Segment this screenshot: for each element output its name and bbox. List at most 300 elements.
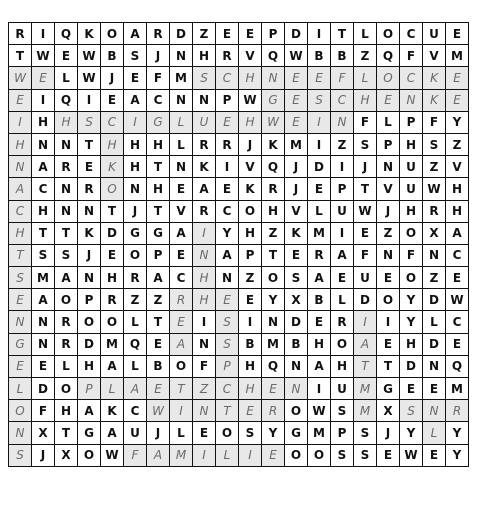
letter-cell[interactable]: B bbox=[101, 45, 124, 67]
letter-cell[interactable]: E bbox=[285, 244, 308, 266]
letter-cell[interactable]: V bbox=[239, 156, 262, 178]
letter-cell[interactable]: T bbox=[9, 45, 32, 67]
letter-cell[interactable]: G bbox=[262, 89, 285, 111]
letter-cell[interactable]: E bbox=[285, 89, 308, 111]
letter-cell[interactable]: Y bbox=[446, 111, 469, 133]
letter-cell[interactable]: H bbox=[239, 222, 262, 244]
letter-cell[interactable]: L bbox=[423, 422, 446, 444]
letter-cell[interactable]: H bbox=[331, 355, 354, 377]
letter-cell[interactable]: H bbox=[9, 222, 32, 244]
letter-cell[interactable]: M bbox=[446, 378, 469, 400]
letter-cell[interactable]: T bbox=[262, 244, 285, 266]
letter-cell[interactable]: A bbox=[354, 333, 377, 355]
letter-cell[interactable]: G bbox=[147, 222, 170, 244]
letter-cell[interactable]: O bbox=[331, 333, 354, 355]
letter-cell[interactable]: E bbox=[216, 23, 239, 45]
letter-cell[interactable]: U bbox=[331, 200, 354, 222]
letter-cell[interactable]: E bbox=[170, 244, 193, 266]
letter-cell[interactable]: N bbox=[377, 244, 400, 266]
letter-cell[interactable]: E bbox=[446, 333, 469, 355]
letter-cell[interactable]: B bbox=[331, 45, 354, 67]
letter-cell[interactable]: I bbox=[239, 311, 262, 333]
letter-cell[interactable]: E bbox=[32, 355, 55, 377]
letter-cell[interactable]: L bbox=[170, 133, 193, 155]
letter-cell[interactable]: N bbox=[55, 200, 78, 222]
letter-cell[interactable]: F bbox=[400, 244, 423, 266]
letter-cell[interactable]: J bbox=[32, 444, 55, 466]
letter-cell[interactable]: X bbox=[285, 289, 308, 311]
letter-cell[interactable]: P bbox=[239, 244, 262, 266]
letter-cell[interactable]: I bbox=[308, 23, 331, 45]
letter-cell[interactable]: B bbox=[308, 289, 331, 311]
letter-cell[interactable]: L bbox=[423, 311, 446, 333]
letter-cell[interactable]: T bbox=[78, 133, 101, 155]
letter-cell[interactable]: C bbox=[446, 311, 469, 333]
letter-cell[interactable]: H bbox=[308, 333, 331, 355]
letter-cell[interactable]: M bbox=[170, 444, 193, 466]
letter-cell[interactable]: H bbox=[354, 89, 377, 111]
letter-cell[interactable]: N bbox=[170, 45, 193, 67]
letter-cell[interactable]: T bbox=[147, 156, 170, 178]
letter-cell[interactable]: R bbox=[216, 133, 239, 155]
letter-cell[interactable]: J bbox=[285, 178, 308, 200]
letter-cell[interactable]: E bbox=[308, 178, 331, 200]
letter-cell[interactable]: Y bbox=[400, 311, 423, 333]
letter-cell[interactable]: H bbox=[9, 133, 32, 155]
letter-cell[interactable]: K bbox=[423, 89, 446, 111]
letter-cell[interactable]: I bbox=[377, 311, 400, 333]
letter-cell[interactable]: R bbox=[262, 400, 285, 422]
letter-cell[interactable]: H bbox=[400, 133, 423, 155]
letter-cell[interactable]: R bbox=[147, 23, 170, 45]
letter-cell[interactable]: R bbox=[193, 133, 216, 155]
letter-cell[interactable]: T bbox=[55, 222, 78, 244]
letter-cell[interactable]: Q bbox=[262, 45, 285, 67]
letter-cell[interactable]: G bbox=[377, 378, 400, 400]
letter-cell[interactable]: V bbox=[170, 200, 193, 222]
letter-cell[interactable]: J bbox=[285, 156, 308, 178]
letter-cell[interactable]: N bbox=[55, 133, 78, 155]
letter-cell[interactable]: W bbox=[9, 67, 32, 89]
letter-cell[interactable]: Q bbox=[124, 333, 147, 355]
letter-cell[interactable]: A bbox=[308, 355, 331, 377]
letter-cell[interactable]: V bbox=[446, 156, 469, 178]
letter-cell[interactable]: H bbox=[446, 200, 469, 222]
letter-cell[interactable]: T bbox=[9, 244, 32, 266]
letter-cell[interactable]: J bbox=[354, 156, 377, 178]
letter-cell[interactable]: H bbox=[193, 289, 216, 311]
letter-cell[interactable]: I bbox=[354, 311, 377, 333]
letter-cell[interactable]: T bbox=[216, 400, 239, 422]
letter-cell[interactable]: H bbox=[239, 111, 262, 133]
letter-cell[interactable]: J bbox=[147, 45, 170, 67]
letter-cell[interactable]: I bbox=[308, 378, 331, 400]
letter-cell[interactable]: N bbox=[216, 267, 239, 289]
letter-cell[interactable]: W bbox=[400, 444, 423, 466]
letter-cell[interactable]: O bbox=[101, 23, 124, 45]
letter-cell[interactable]: O bbox=[170, 355, 193, 377]
letter-cell[interactable]: Y bbox=[262, 289, 285, 311]
letter-cell[interactable]: E bbox=[354, 222, 377, 244]
letter-cell[interactable]: H bbox=[124, 156, 147, 178]
letter-cell[interactable]: W bbox=[147, 400, 170, 422]
letter-cell[interactable]: C bbox=[400, 23, 423, 45]
letter-cell[interactable]: Q bbox=[377, 45, 400, 67]
letter-cell[interactable]: Y bbox=[216, 222, 239, 244]
letter-cell[interactable]: N bbox=[78, 200, 101, 222]
letter-cell[interactable]: E bbox=[377, 333, 400, 355]
letter-cell[interactable]: Z bbox=[147, 289, 170, 311]
letter-cell[interactable]: P bbox=[400, 111, 423, 133]
letter-cell[interactable]: S bbox=[354, 444, 377, 466]
letter-cell[interactable]: N bbox=[32, 133, 55, 155]
letter-cell[interactable]: P bbox=[377, 133, 400, 155]
letter-cell[interactable]: N bbox=[285, 355, 308, 377]
letter-cell[interactable]: E bbox=[101, 244, 124, 266]
letter-cell[interactable]: N bbox=[9, 422, 32, 444]
letter-cell[interactable]: Q bbox=[262, 355, 285, 377]
letter-cell[interactable]: D bbox=[423, 289, 446, 311]
letter-cell[interactable]: S bbox=[216, 333, 239, 355]
letter-cell[interactable]: Y bbox=[446, 422, 469, 444]
letter-cell[interactable]: H bbox=[124, 133, 147, 155]
letter-cell[interactable]: N bbox=[262, 311, 285, 333]
letter-cell[interactable]: A bbox=[216, 244, 239, 266]
letter-cell[interactable]: E bbox=[78, 156, 101, 178]
letter-cell[interactable]: S bbox=[331, 400, 354, 422]
letter-cell[interactable]: H bbox=[32, 200, 55, 222]
letter-cell[interactable]: N bbox=[193, 333, 216, 355]
letter-cell[interactable]: H bbox=[55, 111, 78, 133]
letter-cell[interactable]: E bbox=[331, 267, 354, 289]
letter-cell[interactable]: K bbox=[285, 222, 308, 244]
letter-cell[interactable]: O bbox=[400, 267, 423, 289]
letter-cell[interactable]: H bbox=[55, 400, 78, 422]
letter-cell[interactable]: R bbox=[331, 311, 354, 333]
letter-cell[interactable]: S bbox=[400, 400, 423, 422]
letter-cell[interactable]: S bbox=[239, 422, 262, 444]
letter-cell[interactable]: S bbox=[9, 267, 32, 289]
letter-cell[interactable]: M bbox=[262, 333, 285, 355]
letter-cell[interactable]: T bbox=[377, 355, 400, 377]
letter-cell[interactable]: W bbox=[423, 178, 446, 200]
letter-cell[interactable]: Q bbox=[55, 89, 78, 111]
letter-cell[interactable]: L bbox=[124, 311, 147, 333]
letter-cell[interactable]: Z bbox=[423, 156, 446, 178]
letter-cell[interactable]: P bbox=[78, 378, 101, 400]
letter-cell[interactable]: T bbox=[55, 422, 78, 444]
letter-cell[interactable]: X bbox=[32, 422, 55, 444]
letter-cell[interactable]: Y bbox=[400, 422, 423, 444]
letter-cell[interactable]: Y bbox=[400, 289, 423, 311]
letter-cell[interactable]: R bbox=[262, 178, 285, 200]
letter-cell[interactable]: N bbox=[423, 400, 446, 422]
letter-cell[interactable]: T bbox=[101, 200, 124, 222]
letter-cell[interactable]: S bbox=[423, 133, 446, 155]
letter-cell[interactable]: N bbox=[32, 311, 55, 333]
letter-cell[interactable]: O bbox=[308, 444, 331, 466]
letter-cell[interactable]: S bbox=[354, 422, 377, 444]
letter-cell[interactable]: K bbox=[262, 133, 285, 155]
letter-cell[interactable]: O bbox=[377, 23, 400, 45]
letter-cell[interactable]: U bbox=[400, 156, 423, 178]
letter-cell[interactable]: B bbox=[147, 355, 170, 377]
letter-cell[interactable]: J bbox=[78, 244, 101, 266]
letter-cell[interactable]: H bbox=[239, 355, 262, 377]
letter-cell[interactable]: D bbox=[308, 156, 331, 178]
letter-cell[interactable]: T bbox=[354, 178, 377, 200]
letter-cell[interactable]: N bbox=[193, 244, 216, 266]
letter-cell[interactable]: Z bbox=[446, 133, 469, 155]
letter-cell[interactable]: A bbox=[147, 267, 170, 289]
letter-cell[interactable]: E bbox=[377, 444, 400, 466]
letter-cell[interactable]: E bbox=[239, 23, 262, 45]
letter-cell[interactable]: C bbox=[446, 244, 469, 266]
letter-cell[interactable]: I bbox=[32, 89, 55, 111]
letter-cell[interactable]: R bbox=[193, 200, 216, 222]
letter-cell[interactable]: R bbox=[55, 156, 78, 178]
letter-cell[interactable]: I bbox=[9, 111, 32, 133]
letter-cell[interactable]: L bbox=[170, 111, 193, 133]
letter-cell[interactable]: O bbox=[124, 244, 147, 266]
letter-cell[interactable]: H bbox=[147, 178, 170, 200]
letter-cell[interactable]: I bbox=[239, 444, 262, 466]
letter-cell[interactable]: E bbox=[446, 89, 469, 111]
letter-cell[interactable]: N bbox=[400, 89, 423, 111]
letter-cell[interactable]: H bbox=[239, 67, 262, 89]
letter-cell[interactable]: U bbox=[423, 23, 446, 45]
letter-cell[interactable]: N bbox=[423, 355, 446, 377]
letter-cell[interactable]: D bbox=[101, 222, 124, 244]
letter-cell[interactable]: Q bbox=[446, 355, 469, 377]
letter-cell[interactable]: G bbox=[147, 111, 170, 133]
letter-cell[interactable]: E bbox=[9, 89, 32, 111]
letter-cell[interactable]: K bbox=[101, 156, 124, 178]
letter-cell[interactable]: L bbox=[308, 200, 331, 222]
letter-cell[interactable]: E bbox=[308, 311, 331, 333]
letter-cell[interactable]: F bbox=[193, 355, 216, 377]
letter-cell[interactable]: S bbox=[354, 133, 377, 155]
letter-cell[interactable]: C bbox=[124, 400, 147, 422]
letter-cell[interactable]: E bbox=[9, 355, 32, 377]
letter-cell[interactable]: L bbox=[55, 355, 78, 377]
letter-cell[interactable]: O bbox=[285, 400, 308, 422]
letter-cell[interactable]: T bbox=[32, 222, 55, 244]
letter-cell[interactable]: W bbox=[78, 67, 101, 89]
letter-cell[interactable]: N bbox=[32, 333, 55, 355]
letter-cell[interactable]: F bbox=[354, 244, 377, 266]
letter-cell[interactable]: H bbox=[262, 200, 285, 222]
letter-cell[interactable]: R bbox=[55, 333, 78, 355]
letter-cell[interactable]: F bbox=[423, 111, 446, 133]
letter-cell[interactable]: H bbox=[101, 267, 124, 289]
letter-cell[interactable]: W bbox=[32, 45, 55, 67]
letter-cell[interactable]: A bbox=[170, 222, 193, 244]
letter-cell[interactable]: T bbox=[170, 378, 193, 400]
letter-cell[interactable]: Z bbox=[331, 133, 354, 155]
letter-cell[interactable]: E bbox=[239, 400, 262, 422]
letter-cell[interactable]: C bbox=[216, 67, 239, 89]
letter-cell[interactable]: E bbox=[216, 289, 239, 311]
letter-cell[interactable]: A bbox=[9, 178, 32, 200]
letter-cell[interactable]: E bbox=[147, 333, 170, 355]
letter-cell[interactable]: E bbox=[446, 67, 469, 89]
letter-cell[interactable]: B bbox=[285, 333, 308, 355]
letter-cell[interactable]: W bbox=[262, 111, 285, 133]
letter-cell[interactable]: M bbox=[32, 267, 55, 289]
letter-cell[interactable]: R bbox=[170, 289, 193, 311]
letter-cell[interactable]: A bbox=[446, 222, 469, 244]
letter-cell[interactable]: J bbox=[377, 200, 400, 222]
letter-cell[interactable]: L bbox=[170, 422, 193, 444]
letter-cell[interactable]: C bbox=[331, 89, 354, 111]
letter-cell[interactable]: C bbox=[216, 200, 239, 222]
letter-cell[interactable]: G bbox=[285, 422, 308, 444]
letter-cell[interactable]: N bbox=[331, 111, 354, 133]
letter-cell[interactable]: K bbox=[423, 67, 446, 89]
letter-cell[interactable]: E bbox=[262, 378, 285, 400]
letter-cell[interactable]: P bbox=[216, 89, 239, 111]
letter-cell[interactable]: I bbox=[331, 156, 354, 178]
letter-cell[interactable]: O bbox=[400, 222, 423, 244]
letter-cell[interactable]: V bbox=[423, 45, 446, 67]
letter-cell[interactable]: E bbox=[446, 267, 469, 289]
letter-cell[interactable]: A bbox=[124, 23, 147, 45]
letter-cell[interactable]: K bbox=[78, 222, 101, 244]
letter-cell[interactable]: O bbox=[101, 178, 124, 200]
letter-cell[interactable]: S bbox=[331, 444, 354, 466]
letter-cell[interactable]: E bbox=[446, 23, 469, 45]
letter-cell[interactable]: R bbox=[9, 23, 32, 45]
letter-cell[interactable]: R bbox=[308, 244, 331, 266]
letter-cell[interactable]: R bbox=[216, 45, 239, 67]
letter-cell[interactable]: S bbox=[32, 244, 55, 266]
letter-cell[interactable]: Z bbox=[377, 222, 400, 244]
letter-cell[interactable]: Z bbox=[193, 378, 216, 400]
letter-cell[interactable]: A bbox=[193, 178, 216, 200]
letter-cell[interactable]: K bbox=[78, 23, 101, 45]
letter-cell[interactable]: O bbox=[262, 267, 285, 289]
letter-cell[interactable]: R bbox=[101, 289, 124, 311]
letter-cell[interactable]: L bbox=[331, 289, 354, 311]
letter-cell[interactable]: I bbox=[193, 222, 216, 244]
letter-cell[interactable]: E bbox=[423, 444, 446, 466]
letter-cell[interactable]: W bbox=[308, 400, 331, 422]
letter-cell[interactable]: N bbox=[170, 156, 193, 178]
letter-cell[interactable]: O bbox=[55, 378, 78, 400]
letter-cell[interactable]: D bbox=[423, 333, 446, 355]
letter-cell[interactable]: P bbox=[331, 178, 354, 200]
letter-cell[interactable]: I bbox=[331, 222, 354, 244]
letter-cell[interactable]: E bbox=[216, 111, 239, 133]
letter-cell[interactable]: I bbox=[170, 400, 193, 422]
letter-cell[interactable]: R bbox=[446, 400, 469, 422]
letter-cell[interactable]: P bbox=[147, 244, 170, 266]
letter-cell[interactable]: H bbox=[400, 200, 423, 222]
letter-cell[interactable]: Y bbox=[262, 422, 285, 444]
letter-cell[interactable]: M bbox=[101, 333, 124, 355]
letter-cell[interactable]: W bbox=[78, 45, 101, 67]
letter-cell[interactable]: D bbox=[78, 333, 101, 355]
letter-cell[interactable]: N bbox=[9, 311, 32, 333]
letter-cell[interactable]: J bbox=[147, 422, 170, 444]
letter-cell[interactable]: H bbox=[193, 267, 216, 289]
letter-cell[interactable]: B bbox=[308, 45, 331, 67]
letter-cell[interactable]: M bbox=[446, 45, 469, 67]
letter-cell[interactable]: P bbox=[216, 355, 239, 377]
letter-cell[interactable]: E bbox=[308, 67, 331, 89]
letter-cell[interactable]: Z bbox=[124, 289, 147, 311]
letter-cell[interactable]: J bbox=[239, 133, 262, 155]
letter-cell[interactable]: A bbox=[55, 267, 78, 289]
letter-cell[interactable]: S bbox=[216, 311, 239, 333]
letter-cell[interactable]: J bbox=[124, 200, 147, 222]
letter-cell[interactable]: B bbox=[239, 333, 262, 355]
letter-cell[interactable]: M bbox=[285, 133, 308, 155]
letter-cell[interactable]: R bbox=[78, 178, 101, 200]
letter-cell[interactable]: T bbox=[331, 23, 354, 45]
letter-cell[interactable]: J bbox=[377, 422, 400, 444]
letter-cell[interactable]: I bbox=[308, 133, 331, 155]
letter-cell[interactable]: Z bbox=[239, 267, 262, 289]
letter-cell[interactable]: F bbox=[124, 444, 147, 466]
letter-cell[interactable]: C bbox=[400, 67, 423, 89]
letter-cell[interactable]: O bbox=[78, 311, 101, 333]
letter-cell[interactable]: O bbox=[78, 444, 101, 466]
letter-cell[interactable]: G bbox=[9, 333, 32, 355]
letter-cell[interactable]: A bbox=[124, 89, 147, 111]
letter-cell[interactable]: M bbox=[308, 222, 331, 244]
letter-cell[interactable]: E bbox=[170, 178, 193, 200]
letter-cell[interactable]: I bbox=[193, 444, 216, 466]
letter-cell[interactable]: E bbox=[32, 67, 55, 89]
letter-cell[interactable]: O bbox=[55, 289, 78, 311]
letter-cell[interactable]: U bbox=[124, 422, 147, 444]
letter-cell[interactable]: N bbox=[423, 244, 446, 266]
letter-cell[interactable]: I bbox=[308, 111, 331, 133]
letter-cell[interactable]: M bbox=[354, 400, 377, 422]
letter-cell[interactable]: H bbox=[239, 378, 262, 400]
letter-cell[interactable]: O bbox=[9, 400, 32, 422]
letter-cell[interactable]: Z bbox=[423, 267, 446, 289]
letter-cell[interactable]: Y bbox=[446, 444, 469, 466]
letter-cell[interactable]: U bbox=[354, 267, 377, 289]
letter-cell[interactable]: F bbox=[400, 45, 423, 67]
letter-cell[interactable]: D bbox=[354, 289, 377, 311]
letter-cell[interactable]: D bbox=[285, 23, 308, 45]
letter-cell[interactable]: H bbox=[446, 178, 469, 200]
letter-cell[interactable]: L bbox=[216, 444, 239, 466]
letter-cell[interactable]: O bbox=[285, 444, 308, 466]
letter-cell[interactable]: X bbox=[377, 400, 400, 422]
letter-cell[interactable]: W bbox=[354, 200, 377, 222]
letter-cell[interactable]: I bbox=[216, 156, 239, 178]
letter-cell[interactable]: W bbox=[101, 444, 124, 466]
letter-cell[interactable]: K bbox=[193, 156, 216, 178]
letter-cell[interactable]: C bbox=[216, 378, 239, 400]
letter-cell[interactable]: T bbox=[147, 200, 170, 222]
letter-cell[interactable]: S bbox=[124, 45, 147, 67]
letter-cell[interactable]: C bbox=[101, 111, 124, 133]
letter-cell[interactable]: M bbox=[354, 378, 377, 400]
letter-cell[interactable]: Z bbox=[354, 45, 377, 67]
letter-cell[interactable]: N bbox=[124, 178, 147, 200]
letter-cell[interactable]: O bbox=[216, 422, 239, 444]
letter-cell[interactable]: E bbox=[170, 311, 193, 333]
letter-cell[interactable]: E bbox=[9, 289, 32, 311]
letter-cell[interactable]: N bbox=[9, 156, 32, 178]
letter-cell[interactable]: V bbox=[377, 178, 400, 200]
